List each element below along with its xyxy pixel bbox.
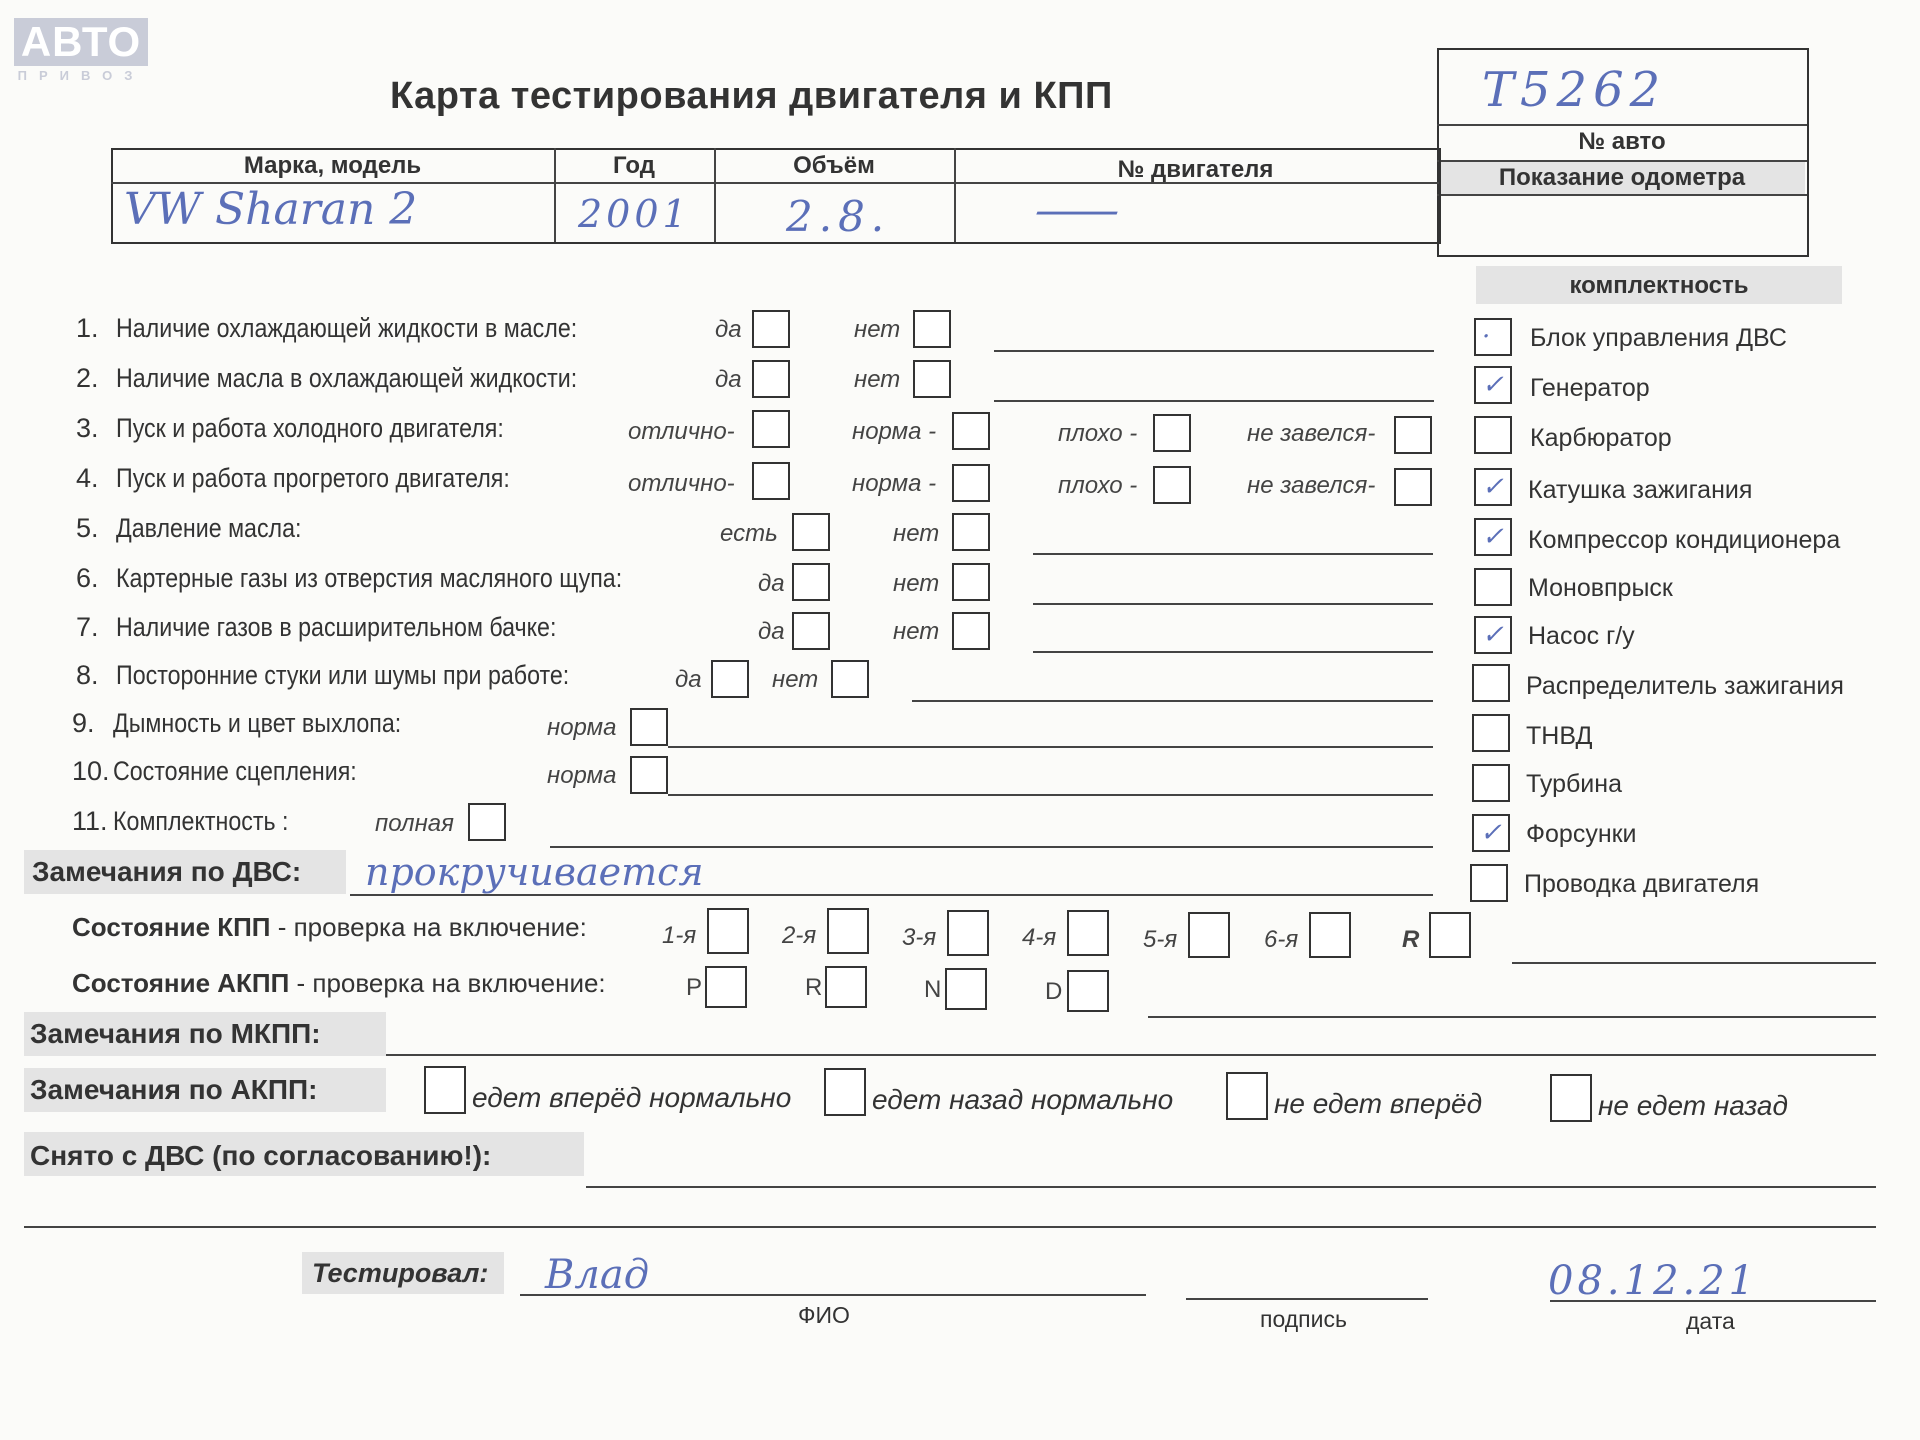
- checkbox[interactable]: [1153, 414, 1191, 452]
- akpp-gear-checkbox[interactable]: [1067, 970, 1109, 1012]
- gear-label: R: [1402, 926, 1420, 953]
- row-label: Наличие газов в расширительном бачке:: [116, 612, 557, 642]
- option-label: нет: [893, 520, 940, 547]
- checkbox[interactable]: [831, 660, 869, 698]
- kit-checkbox[interactable]: ✓: [1474, 616, 1512, 654]
- make-value[interactable]: VW Sharan 2: [124, 184, 418, 235]
- akpp-no-reverse-label: не едет назад: [1598, 1090, 1788, 1121]
- kit-item-turbine: Турбина: [1526, 770, 1622, 798]
- year-value[interactable]: 2001: [578, 192, 691, 236]
- row-label: Дымность и цвет выхлопа:: [113, 708, 402, 738]
- kit-checkbox[interactable]: ·: [1474, 318, 1512, 356]
- option-label: есть: [720, 520, 778, 547]
- checkbox[interactable]: [468, 803, 506, 841]
- row-label: Комплектность :: [113, 806, 289, 836]
- gear-checkbox[interactable]: [1309, 912, 1351, 958]
- checkbox[interactable]: [792, 612, 830, 650]
- option-label: норма: [547, 762, 617, 789]
- kit-item-carburetor: Карбюратор: [1530, 424, 1672, 452]
- akpp-gear-label: R: [805, 974, 823, 1001]
- option-label: нет: [893, 570, 940, 597]
- checkbox[interactable]: [1153, 466, 1191, 504]
- make-label: Марка, модель: [243, 152, 422, 179]
- row-number: 10.: [72, 756, 110, 786]
- gear-label: 6-я: [1264, 926, 1299, 953]
- option-label: отлично-: [628, 418, 735, 445]
- gear-label: 5-я: [1143, 926, 1178, 953]
- kit-checkbox[interactable]: [1474, 568, 1512, 606]
- logo-subtitle: ПРИВОЗ: [17, 68, 145, 83]
- kit-checkbox[interactable]: ✓: [1474, 468, 1512, 506]
- page-title: Карта тестирования двигателя и КПП: [390, 75, 1113, 117]
- row-label: Пуск и работа холодного двигателя:: [116, 413, 504, 443]
- gear-label: 3-я: [902, 924, 937, 951]
- checkbox[interactable]: [952, 563, 990, 601]
- row-label: Наличие масла в охлаждающей жидкости:: [116, 363, 578, 393]
- row-number: 11.: [72, 806, 108, 836]
- option-label: да: [758, 618, 785, 645]
- checkbox[interactable]: [952, 612, 990, 650]
- kit-item-distributor: Распределитель зажигания: [1526, 672, 1844, 700]
- remarks-dvs-value[interactable]: прокручивается: [365, 850, 704, 894]
- kit-item-wiring: Проводка двигателя: [1524, 870, 1760, 898]
- kit-checkbox[interactable]: [1474, 416, 1512, 454]
- option-label: нет: [854, 366, 901, 393]
- auto-number: T5262: [1482, 62, 1667, 118]
- option-label: нет: [772, 666, 819, 693]
- option-label: норма -: [852, 470, 937, 497]
- odometer-label: Показание одометра: [1498, 164, 1746, 191]
- kit-checkbox[interactable]: [1472, 764, 1510, 802]
- volume-value[interactable]: 2.8.: [786, 192, 891, 241]
- row-number: 9.: [72, 708, 95, 738]
- option-label: отлично-: [628, 470, 735, 497]
- row-label: Наличие охлаждающей жидкости в масле:: [116, 313, 578, 343]
- kit-item-ignition-coil: Катушка зажигания: [1528, 476, 1753, 504]
- option-label: норма -: [852, 418, 937, 445]
- row-number: 7.: [76, 612, 99, 642]
- fio-label: ФИО: [798, 1302, 850, 1328]
- option-label: да: [715, 316, 742, 343]
- akpp-gear-label: N: [924, 976, 942, 1003]
- checkbox[interactable]: [752, 462, 790, 500]
- remarks-akpp-label: Замечания по АКПП:: [30, 1074, 318, 1105]
- checkbox[interactable]: [792, 563, 830, 601]
- option-label: не завелся-: [1247, 472, 1376, 499]
- row-label: Давление масла:: [116, 513, 302, 543]
- checkbox[interactable]: [711, 660, 749, 698]
- checkbox[interactable]: [752, 360, 790, 398]
- akpp-gear-label: P: [686, 974, 703, 1001]
- gear-label: 1-я: [662, 922, 697, 949]
- row-label: Посторонние стуки или шумы при работе:: [116, 660, 570, 690]
- volume-label: Объём: [793, 152, 875, 179]
- checkbox[interactable]: [792, 513, 830, 551]
- checkbox[interactable]: [913, 360, 951, 398]
- gear-label: 2-я: [782, 922, 817, 949]
- akpp-no-forward-checkbox[interactable]: [1226, 1072, 1268, 1120]
- checkbox[interactable]: [630, 756, 668, 794]
- engine-number-label: № двигателя: [1117, 156, 1274, 183]
- option-label: нет: [854, 316, 901, 343]
- checkbox[interactable]: [952, 412, 990, 450]
- akpp-gear-checkbox[interactable]: [705, 966, 747, 1008]
- auto-number-label: № авто: [1578, 128, 1666, 155]
- checkbox[interactable]: [752, 410, 790, 448]
- kit-item-generator: Генератор: [1530, 374, 1650, 402]
- kpp-label: Состояние КПП - проверка на включение:: [72, 912, 587, 942]
- removed-label: Снято с ДВС (по согласованию!):: [30, 1140, 492, 1171]
- date-label: дата: [1686, 1308, 1735, 1334]
- kit-item-ecu: Блок управления ДВС: [1530, 324, 1787, 352]
- date-value[interactable]: 08.12.21: [1548, 1258, 1759, 1304]
- gear-checkbox[interactable]: [1188, 912, 1230, 958]
- row-number: 6.: [76, 563, 99, 593]
- checkbox[interactable]: [630, 708, 668, 746]
- akpp-no-reverse-checkbox[interactable]: [1550, 1074, 1592, 1122]
- gear-checkbox[interactable]: [707, 908, 749, 954]
- row-label: Картерные газы из отверстия масляного щупа:: [116, 563, 623, 593]
- akpp-reverse-ok-checkbox[interactable]: [824, 1068, 866, 1116]
- checkbox[interactable]: [1394, 468, 1432, 506]
- akpp-forward-ok-label: едет вперёд нормально: [472, 1082, 792, 1113]
- checkbox[interactable]: [752, 310, 790, 348]
- year-label: Год: [613, 152, 655, 179]
- kit-item-fuel-pump: ТНВД: [1526, 722, 1593, 750]
- row-number: 8.: [76, 660, 99, 690]
- gear-label: 4-я: [1022, 924, 1057, 951]
- remarks-dvs-label: Замечания по ДВС:: [32, 856, 302, 887]
- row-label: Пуск и работа прогретого двигателя:: [116, 463, 510, 493]
- akpp-forward-ok-checkbox[interactable]: [424, 1066, 466, 1114]
- option-label: да: [675, 666, 702, 693]
- option-label: норма: [547, 714, 617, 741]
- gear-checkbox[interactable]: [827, 908, 869, 954]
- checkbox[interactable]: [913, 310, 951, 348]
- remarks-mkpp-label: Замечания по МКПП:: [30, 1018, 321, 1049]
- akpp-gear-checkbox[interactable]: [825, 966, 867, 1008]
- option-label: плохо -: [1058, 420, 1138, 447]
- checkbox[interactable]: [952, 464, 990, 502]
- tested-label: Тестировал:: [312, 1258, 489, 1288]
- signature-label: подпись: [1260, 1306, 1347, 1332]
- kit-checkbox[interactable]: ✓: [1474, 366, 1512, 404]
- option-label: полная: [375, 810, 454, 837]
- kit-checkbox[interactable]: [1472, 714, 1510, 752]
- akpp-reverse-ok-label: едет назад нормально: [872, 1084, 1174, 1115]
- odometer-value[interactable]: [1450, 205, 1790, 245]
- row-number: 3.: [76, 413, 99, 443]
- kit-item-ac-compressor: Компрессор кондиционера: [1528, 526, 1841, 554]
- option-label: не завелся-: [1247, 420, 1376, 447]
- tested-value[interactable]: Влад: [545, 1252, 650, 1298]
- akpp-gear-checkbox[interactable]: [945, 968, 987, 1010]
- row-label: Состояние сцепления:: [113, 756, 357, 786]
- akpp-label: Состояние АКПП - проверка на включение:: [72, 968, 606, 998]
- gear-checkbox[interactable]: [1067, 910, 1109, 956]
- kit-checkbox[interactable]: ✓: [1474, 518, 1512, 556]
- row-number: 4.: [76, 463, 99, 493]
- option-label: нет: [893, 618, 940, 645]
- row-number: 5.: [76, 513, 99, 543]
- kit-item-power-steering-pump: Насос г/у: [1528, 622, 1635, 650]
- row-number: 2.: [76, 363, 99, 393]
- kit-title: комплектность: [1569, 272, 1749, 299]
- kit-checkbox[interactable]: [1470, 864, 1508, 902]
- gear-checkbox[interactable]: [1429, 912, 1471, 958]
- engine-number-value[interactable]: —: [1033, 185, 1121, 236]
- akpp-gear-label: D: [1045, 978, 1063, 1005]
- checkbox[interactable]: [952, 513, 990, 551]
- checkbox[interactable]: [1394, 416, 1432, 454]
- gear-checkbox[interactable]: [947, 910, 989, 956]
- option-label: плохо -: [1058, 472, 1138, 499]
- row-number: 1.: [76, 313, 99, 343]
- kit-item-mono-injection: Моновпрыск: [1528, 574, 1673, 602]
- logo: АВТО: [14, 18, 148, 66]
- akpp-no-forward-label: не едет вперёд: [1274, 1088, 1483, 1119]
- option-label: да: [758, 570, 785, 597]
- kit-item-injectors: Форсунки: [1526, 820, 1637, 848]
- kit-checkbox[interactable]: [1472, 664, 1510, 702]
- kit-checkbox[interactable]: ✓: [1472, 814, 1510, 852]
- option-label: да: [715, 366, 742, 393]
